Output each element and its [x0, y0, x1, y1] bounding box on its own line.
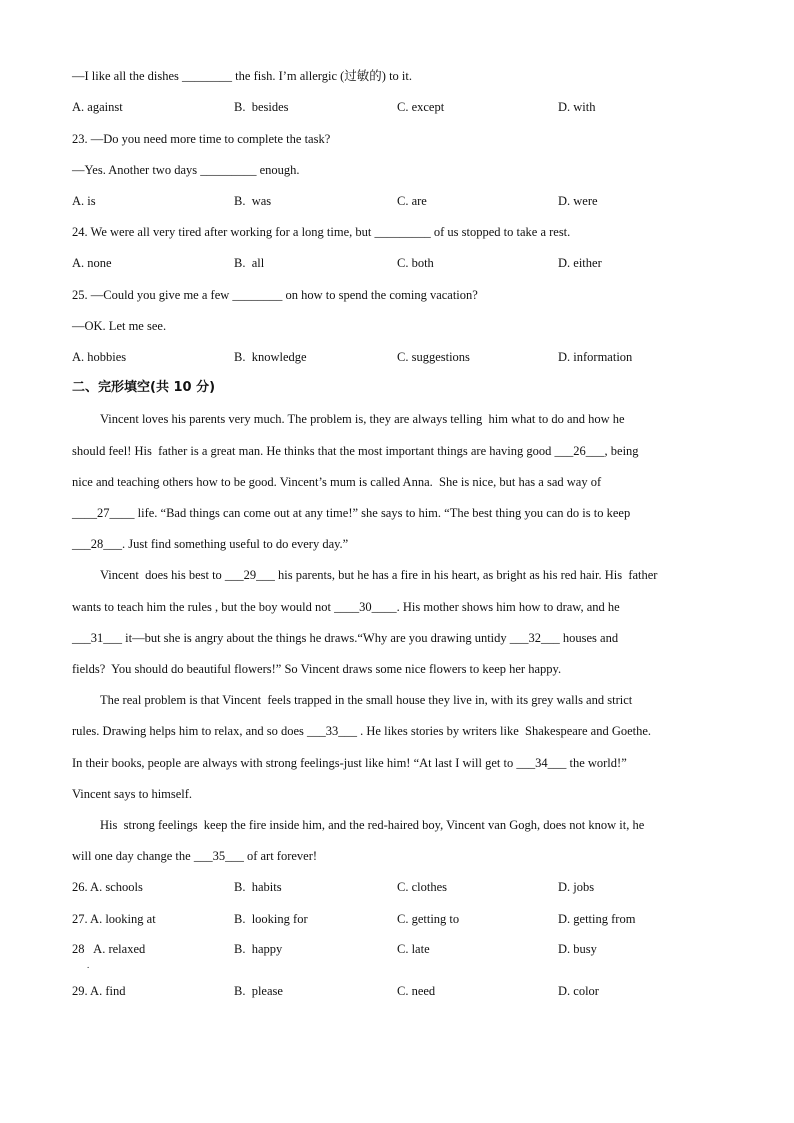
q23-stem-response: —Yes. Another two days _________ enough. — [72, 163, 300, 177]
option-d[interactable]: D. either — [558, 256, 602, 270]
option-a[interactable]: 29. A. find — [72, 984, 126, 998]
option-c[interactable]: C. clothes — [397, 880, 447, 894]
option-b[interactable]: B. habits — [234, 880, 282, 894]
option-d[interactable]: D. jobs — [558, 880, 595, 894]
passage-line: should feel! His father is a great man. He thinks that the most important things are having good ___26___, being — [72, 444, 639, 458]
passage-line: ___31___ it—but she is angry about the things he draws.“Why are you drawing untidy ___32___ houses and — [72, 631, 619, 645]
option-b[interactable]: B. knowledge — [234, 350, 307, 364]
passage-line: nice and teaching others how to be good. Vincent’s mum is called Anna. She is nice, but has a sad way of — [72, 475, 602, 489]
option-d[interactable]: D. with — [558, 100, 596, 114]
passage-line: The real problem is that Vincent feels trapped in the small house they live in, with its grey walls and strict — [100, 693, 633, 707]
option-d[interactable]: D. information — [558, 350, 633, 364]
passage-line: fields? You should do beautiful flowers!” So Vincent draws some nice flowers to keep her happy. — [72, 662, 562, 676]
q25-stem-response: —OK. Let me see. — [72, 319, 167, 333]
option-b[interactable]: B. looking for — [234, 912, 308, 926]
q22-options — [72, 99, 732, 115]
option-b[interactable]: B. happy — [234, 942, 283, 956]
q26-options — [72, 879, 732, 895]
passage-line: Vincent says to himself. — [72, 787, 193, 801]
option-a[interactable]: A. hobbies — [72, 350, 127, 364]
option-a[interactable]: A. none — [72, 256, 112, 270]
passage-line: wants to teach him the rules , but the boy would not ____30____. His mother shows him how to draw, and he — [72, 600, 620, 614]
option-d[interactable]: D. were — [558, 194, 598, 208]
passage-line: Vincent does his best to ___29___ his parents, but he has a fire in his heart, as bright as his red hair. His father — [100, 568, 658, 582]
q29-options — [72, 983, 732, 999]
option-c[interactable]: C. late — [397, 942, 430, 956]
option-b[interactable]: B. besides — [234, 100, 289, 114]
option-a[interactable]: 27. A. looking at — [72, 912, 156, 926]
option-c[interactable]: C. except — [397, 100, 445, 114]
option-c[interactable]: C. are — [397, 194, 427, 208]
stray-dot: . — [87, 960, 90, 970]
option-a[interactable]: 26. A. schools — [72, 880, 143, 894]
option-d[interactable]: D. color — [558, 984, 599, 998]
option-b[interactable]: B. was — [234, 194, 272, 208]
option-a[interactable]: 28 A. relaxed — [72, 942, 146, 956]
option-d[interactable]: D. getting from — [558, 912, 636, 926]
q28-options — [72, 941, 732, 957]
option-b[interactable]: B. please — [234, 984, 283, 998]
q25-options — [72, 349, 732, 365]
option-d[interactable]: D. busy — [558, 942, 597, 956]
section-heading: 二、完形填空(共 10 分) — [72, 380, 216, 395]
passage-line: will one day change the ___35___ of art forever! — [72, 849, 318, 863]
passage-line: His strong feelings keep the fire inside him, and the red-haired boy, Vincent van Gogh, does not know it, he — [100, 818, 645, 832]
option-c[interactable]: C. suggestions — [397, 350, 470, 364]
q27-options — [72, 911, 732, 927]
passage-line: ____27____ life. “Bad things can come out at any time!” she says to him. “The best thing you can do is to keep — [72, 506, 631, 520]
passage-line: ___28___. Just find something useful to do every day.” — [72, 537, 349, 551]
option-b[interactable]: B. all — [234, 256, 265, 270]
q24-options — [72, 255, 732, 271]
option-c[interactable]: C. both — [397, 256, 434, 270]
option-c[interactable]: C. need — [397, 984, 436, 998]
option-a[interactable]: A. against — [72, 100, 123, 114]
q24-stem: 24. We were all very tired after working for a long time, but _________ of us stopped to take a rest. — [72, 225, 571, 239]
option-a[interactable]: A. is — [72, 194, 96, 208]
option-c[interactable]: C. getting to — [397, 912, 460, 926]
q22-stem: —I like all the dishes ________ the fish. I’m allergic (过敏的) to it. — [72, 69, 412, 83]
passage-line: Vincent loves his parents very much. The problem is, they are always telling him what to do and how he — [100, 412, 625, 426]
q23-stem: 23. —Do you need more time to complete the task? — [72, 132, 331, 146]
passage-line: rules. Drawing helps him to relax, and so does ___33___ . He likes stories by writers like Shakespeare and Goethe. — [72, 724, 652, 738]
q25-stem: 25. —Could you give me a few ________ on how to spend the coming vacation? — [72, 288, 478, 302]
q23-options — [72, 193, 732, 209]
passage-line: In their books, people are always with strong feelings-just like him! “At last I will get to ___34___ the world!” — [72, 756, 627, 770]
